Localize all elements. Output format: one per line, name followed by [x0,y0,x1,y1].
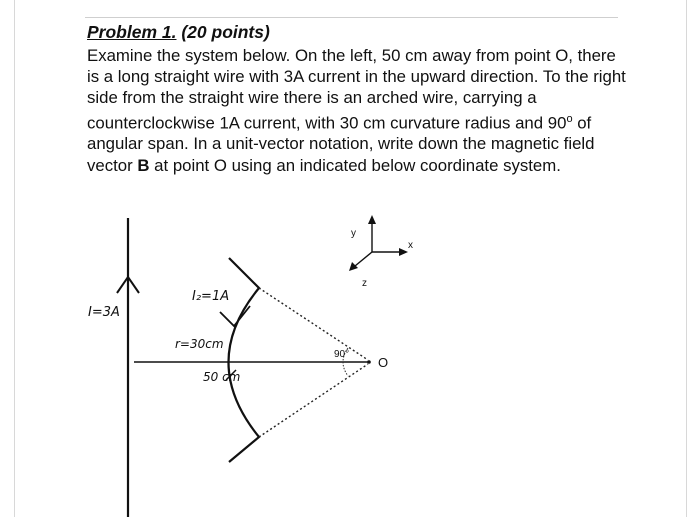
x-axis-label: x [408,240,413,251]
coordinate-system [349,215,413,289]
lower-radius-line [259,364,368,437]
arc-current-label: I₂=1A [192,289,230,304]
point-o-dot [367,360,371,364]
statement-text-1: Examine the system below. On the left, 50 cm away from point O, there is a long straight wire with 3A current in the upward direction. To the right side from the straight wire there is an arched wire, carrying a counterclockwise 1A current, with 30 cm curvature radius and 90 [87,46,626,133]
statement-text-3: at point O using an indicated below coordinate system. [149,155,561,175]
radius-label: r=30cm [175,337,224,351]
statement-text-2: of angular span. In a unit-vector notation, write down the magnetic field vector [87,113,595,175]
y-axis-label: y [351,228,356,239]
degree-symbol: o [566,112,573,125]
straight-wire-current-label: I=3A [88,305,120,320]
upper-radius-line [259,288,368,360]
arc-current-arrow [220,306,250,326]
y-axis-arrowhead [368,215,376,224]
problem-points: (20 points) [176,22,270,42]
x-axis-arrowhead [399,248,408,256]
point-o-label: O [378,355,389,370]
vector-b-label: B [137,155,150,175]
z-axis-label: z [362,278,367,289]
problem-number: Problem 1. [87,22,177,42]
z-axis-arrowhead [349,262,358,271]
distance-label: 50 cm [203,370,241,384]
z-axis [355,252,372,266]
arched-wire [229,258,260,462]
angle-label: 90° [334,349,350,360]
